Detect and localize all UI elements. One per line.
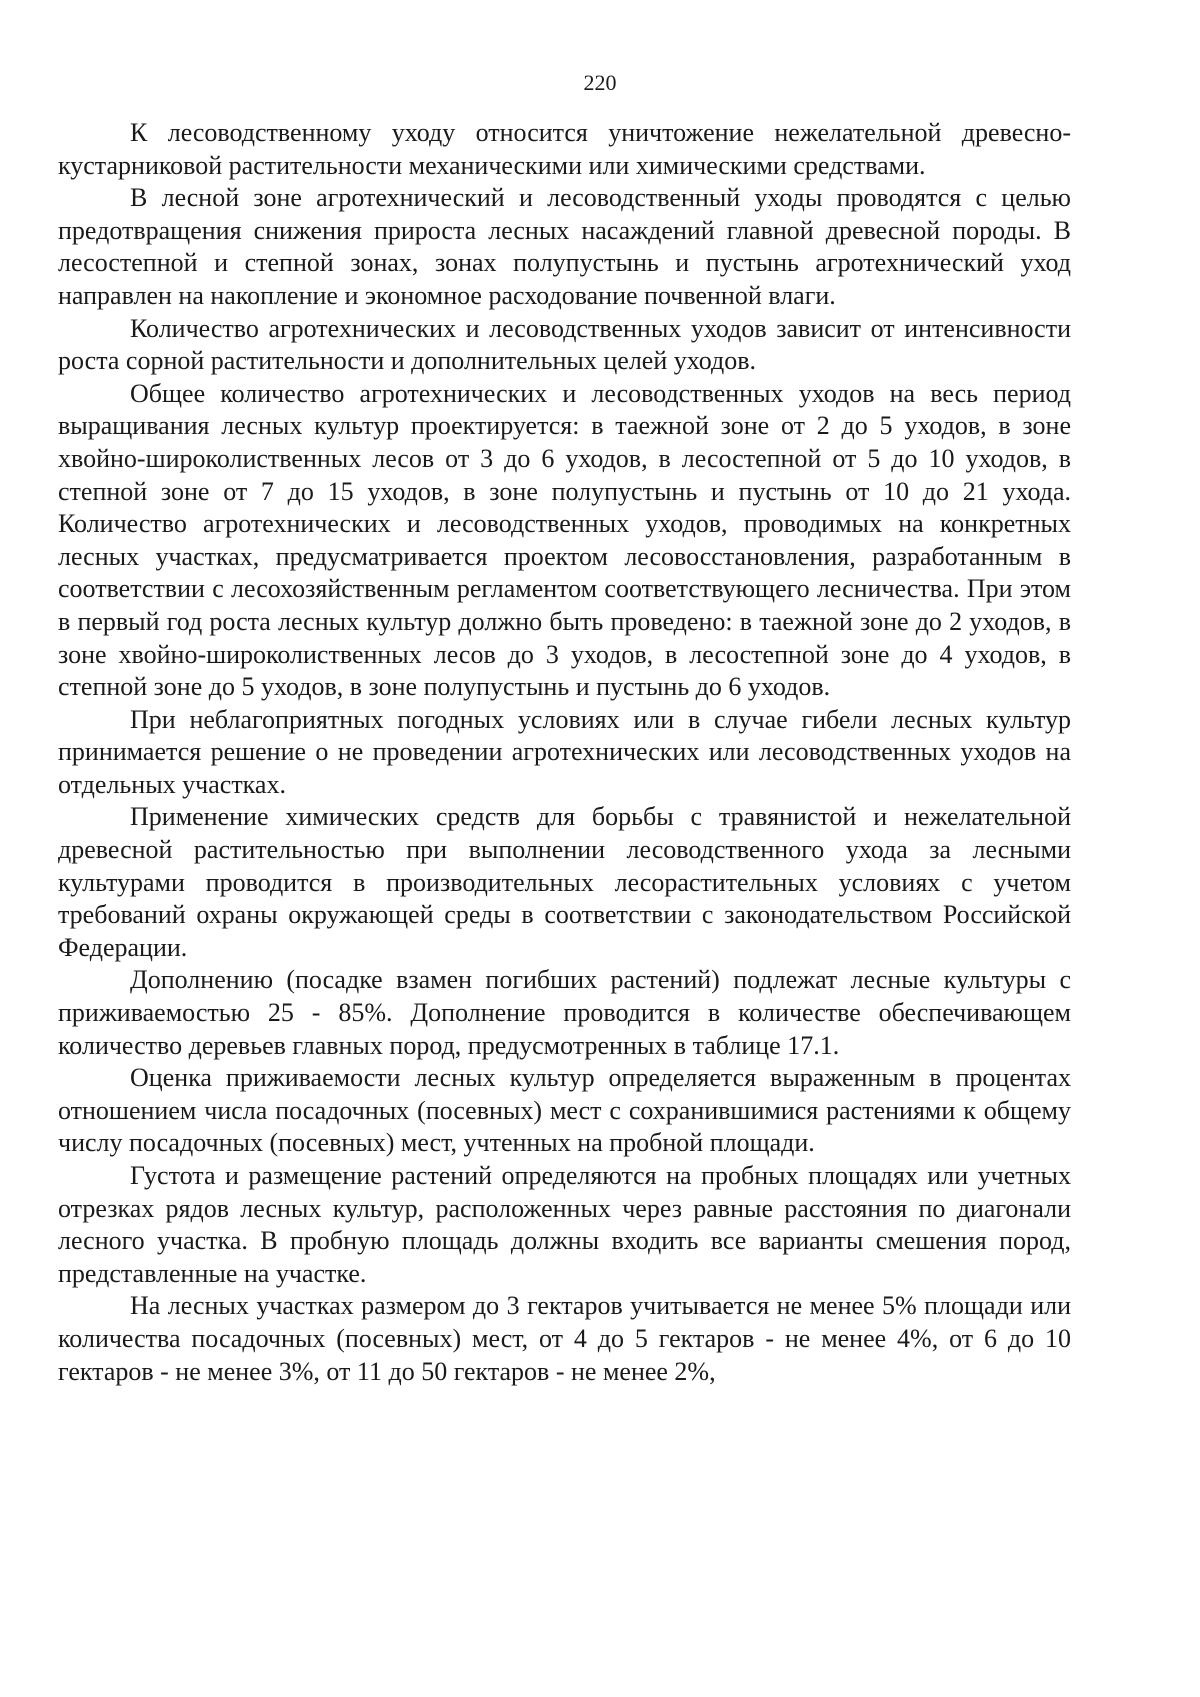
paragraph-total-care-count: Общее количество агротехнических и лесоводственных уходов на весь период выращивания лесных культур проектируется: в таежной зоне от 2 до 5 уходов, в зоне хвойно-широколиственных лесов от 3 до 6 уходов, в лесостепной от 5 до 10 уходов, в степной зоне от 7 до 15 уходов, в зоне полупустынь и пустынь от 10 до 21 ухода. Количество агротехнических и лесоводственных уходов, проводимых на конкретных лесных участках, предусматривается проектом лесовосстановления, разработанным в соответствии с лесохозяйственным регламентом соответствующего лесничества. При этом в первый год роста лесных культур должно быть проведено: в таежной зоне до 2 уходов, в зоне хвойно-широколиственных лесов до 3 уходов, в лесостепной зоне до 4 уходов, в степной зоне до 5 уходов, в зоне полупустынь и пустынь до 6 уходов. bbox=[58, 378, 1071, 702]
paragraph-density-placement: Густота и размещение растений определяются на пробных площадях или учетных отрезках рядов лесных культур, расположенных через равные расстояния по диагонали лесного участка. В пробную площадь должны входить все варианты смешения пород, представленные на участке. bbox=[58, 1161, 1071, 1288]
paragraph-weeding-care: К лесоводственному уходу относится уничтожение нежелательной древесно-кустарниковой растительности механическими или химическими средствами. bbox=[58, 118, 1071, 180]
paragraph-chemical-means: Применение химических средств для борьбы с травянистой и нежелательной древесной растительностью при выполнении лесоводственного ухода за лесными культурами проводится в производительных лесорастительных условиях с учетом требований охраны окружающей среды в соответствии с законодательством Российской Федерации. bbox=[58, 802, 1071, 962]
paragraph-survival-assessment: Оценка приживаемости лесных культур определяется выраженным в процентах отношением числа посадочных (посевных) мест с сохранившимися растениями к общему числу посадочных (посевных) мест, учтенных на пробной площади. bbox=[58, 1063, 1071, 1158]
paragraph-sample-area-size: На лесных участках размером до 3 гектаров учитывается не менее 5% площади или количества посадочных (посевных) мест, от 4 до 5 гектаров - не менее 4%, от 6 до 10 гектаров - не менее 3%, от 11 до 50 гектаров - не менее 2%, bbox=[58, 1291, 1071, 1386]
paragraph-forest-zone-care: В лесной зоне агротехнический и лесоводственный уходы проводятся с целью предотвращения снижения прироста лесных насаждений главной древесной породы. В лесостепной и степной зонах, зонах полупустынь и пустынь агротехнический уход направлен на накопление и экономное расходование почвенной влаги. bbox=[58, 183, 1071, 310]
paragraph-care-count-dependency: Количество агротехнических и лесоводственных уходов зависит от интенсивности роста сорной растительности и дополнительных целей уходов. bbox=[58, 313, 1071, 376]
body-text bbox=[58, 117, 1071, 1388]
page-number: 220 bbox=[583, 70, 617, 95]
paragraph-adverse-conditions: При неблагоприятных погодных условиях или в случае гибели лесных культур принимается решение о не проведении агротехнических или лесоводственных уходов на отдельных участках. bbox=[58, 704, 1071, 799]
paragraph-replanting: Дополнению (посадке взамен погибших растений) подлежат лесные культуры с приживаемостью 25 - 85%. Дополнение проводится в количестве обеспечивающем количество деревьев главных пород, предусмотренных в таблице 17.1. bbox=[58, 965, 1071, 1060]
